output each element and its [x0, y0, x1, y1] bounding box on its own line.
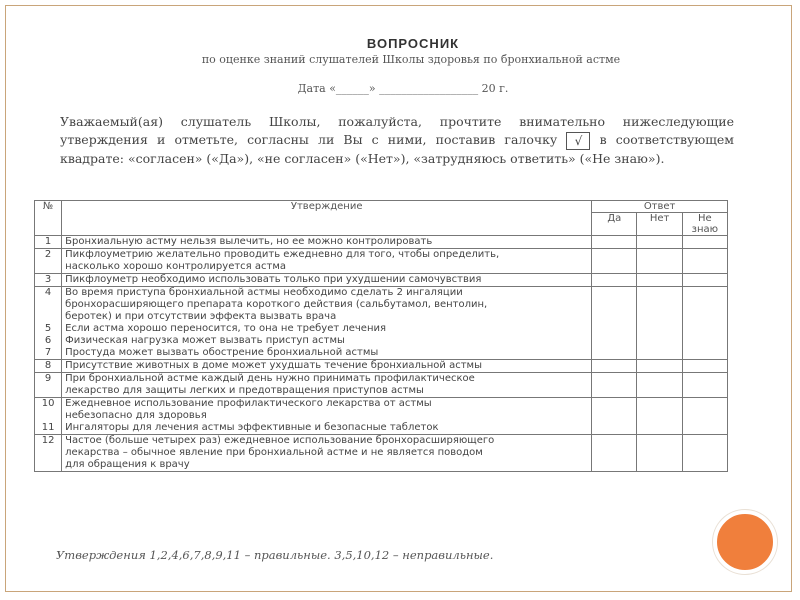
row-number: 12	[35, 435, 62, 472]
answer-yes-cell[interactable]	[592, 274, 637, 287]
row-statement: Во время приступа бронхиальной астмы необходимо сделать 2 ингаляции бронхорасширяющего препарата короткого действия (сальбутамол, вентолин, беротек) и при отсутствии эффекта вызвать врача Если астма хорошо переносится, то она не требует лечения Физическая нагрузка может вызвать приступ астмы Простуда может вызвать обострение бронхиальной астмы	[62, 287, 592, 360]
answer-yes-cell[interactable]	[592, 373, 637, 398]
answer-dont-know-cell[interactable]	[682, 236, 727, 249]
row-statement: Пикфлоуметр необходимо использовать только при ухудшении самочувствия	[62, 274, 592, 287]
col-header-answer: Ответ	[592, 201, 728, 213]
answer-key-footer: Утверждения 1,2,4,6,7,8,9,11 – правильные. 3,5,10,12 – неправильные.	[56, 548, 494, 562]
checkmark-box: √	[566, 132, 590, 150]
answer-dont-know-cell[interactable]	[682, 398, 727, 435]
answer-dont-know-cell[interactable]	[682, 249, 727, 274]
date-line: Дата «______» __________________ 20 г.	[297, 82, 509, 95]
row-statement: Бронхиальную астму нельзя вылечить, но ее можно контролировать	[62, 236, 592, 249]
answer-yes-cell[interactable]	[592, 249, 637, 274]
col-header-yes: Да	[592, 213, 637, 236]
intro-paragraph	[52, 113, 734, 168]
col-header-no: Нет	[637, 213, 682, 236]
answer-no-cell[interactable]	[637, 249, 682, 274]
row-statement: Частое (больше четырех раз) ежедневное использование бронхорасширяющего лекарства – обычное явление при бронхиальной астме и не является поводом для обращения к врачу	[62, 435, 592, 472]
answer-dont-know-cell[interactable]	[682, 360, 727, 373]
questionnaire-table	[34, 200, 728, 472]
table-row	[35, 249, 728, 274]
row-statement: Присутствие животных в доме может ухудшать течение бронхиальной астмы	[62, 360, 592, 373]
answer-dont-know-cell[interactable]	[682, 274, 727, 287]
row-statement: При бронхиальной астме каждый день нужно принимать профилактическое лекарство для защиты легких и предотвращения приступов астмы	[62, 373, 592, 398]
table-row	[35, 236, 728, 249]
answer-yes-cell[interactable]	[592, 435, 637, 472]
answer-yes-cell[interactable]	[592, 287, 637, 360]
answer-no-cell[interactable]	[637, 236, 682, 249]
answer-no-cell[interactable]	[637, 373, 682, 398]
col-header-number: №	[35, 201, 62, 236]
row-statement: Ежедневное использование профилактического лекарства от астмы небезопасно для здоровья Ингаляторы для лечения астмы эффективные и безопасные таблеток	[62, 398, 592, 435]
answer-no-cell[interactable]	[637, 287, 682, 360]
table-row	[35, 435, 728, 472]
answer-yes-cell[interactable]	[592, 360, 637, 373]
intro-text-after: в соответствующем квадрате: «согласен» («Да»), «не согласен» («Нет»), «затрудняюсь ответить» («Не знаю»).	[60, 132, 734, 166]
row-number: 8	[35, 360, 62, 373]
table-row	[35, 373, 728, 398]
page-title: ВОПРОСНИК	[366, 36, 460, 51]
row-number: 1	[35, 236, 62, 249]
col-header-dont-know: Не знаю	[682, 213, 727, 236]
answer-no-cell[interactable]	[637, 360, 682, 373]
row-statement: Пикфлоуметрию желательно проводить ежедневно для того, чтобы определить, насколько хорошо контролируется астма	[62, 249, 592, 274]
row-number: 9	[35, 373, 62, 398]
answer-dont-know-cell[interactable]	[682, 287, 727, 360]
answer-no-cell[interactable]	[637, 398, 682, 435]
decorative-circle	[713, 510, 777, 574]
col-header-statement: Утверждение	[62, 201, 592, 236]
row-number: 3	[35, 274, 62, 287]
answer-yes-cell[interactable]	[592, 236, 637, 249]
answer-no-cell[interactable]	[637, 274, 682, 287]
row-number: 2	[35, 249, 62, 274]
answer-no-cell[interactable]	[637, 435, 682, 472]
intro-text-before: Уважаемый(ая) слушатель Школы, пожалуйста, прочтите внимательно нижеследующие утверждения и отметьте, согласны ли Вы с ними, поставив галочку	[60, 114, 734, 147]
answer-dont-know-cell[interactable]	[682, 435, 727, 472]
page-subtitle: по оценке знаний слушателей Школы здоровья по бронхиальной астме	[201, 53, 621, 66]
document	[52, 36, 734, 168]
table-row	[35, 360, 728, 373]
answer-yes-cell[interactable]	[592, 398, 637, 435]
answer-dont-know-cell[interactable]	[682, 373, 727, 398]
row-number: 4 5 6 7	[35, 287, 62, 360]
table-row	[35, 287, 728, 360]
row-number: 10 11	[35, 398, 62, 435]
table-row	[35, 274, 728, 287]
table-row	[35, 398, 728, 435]
